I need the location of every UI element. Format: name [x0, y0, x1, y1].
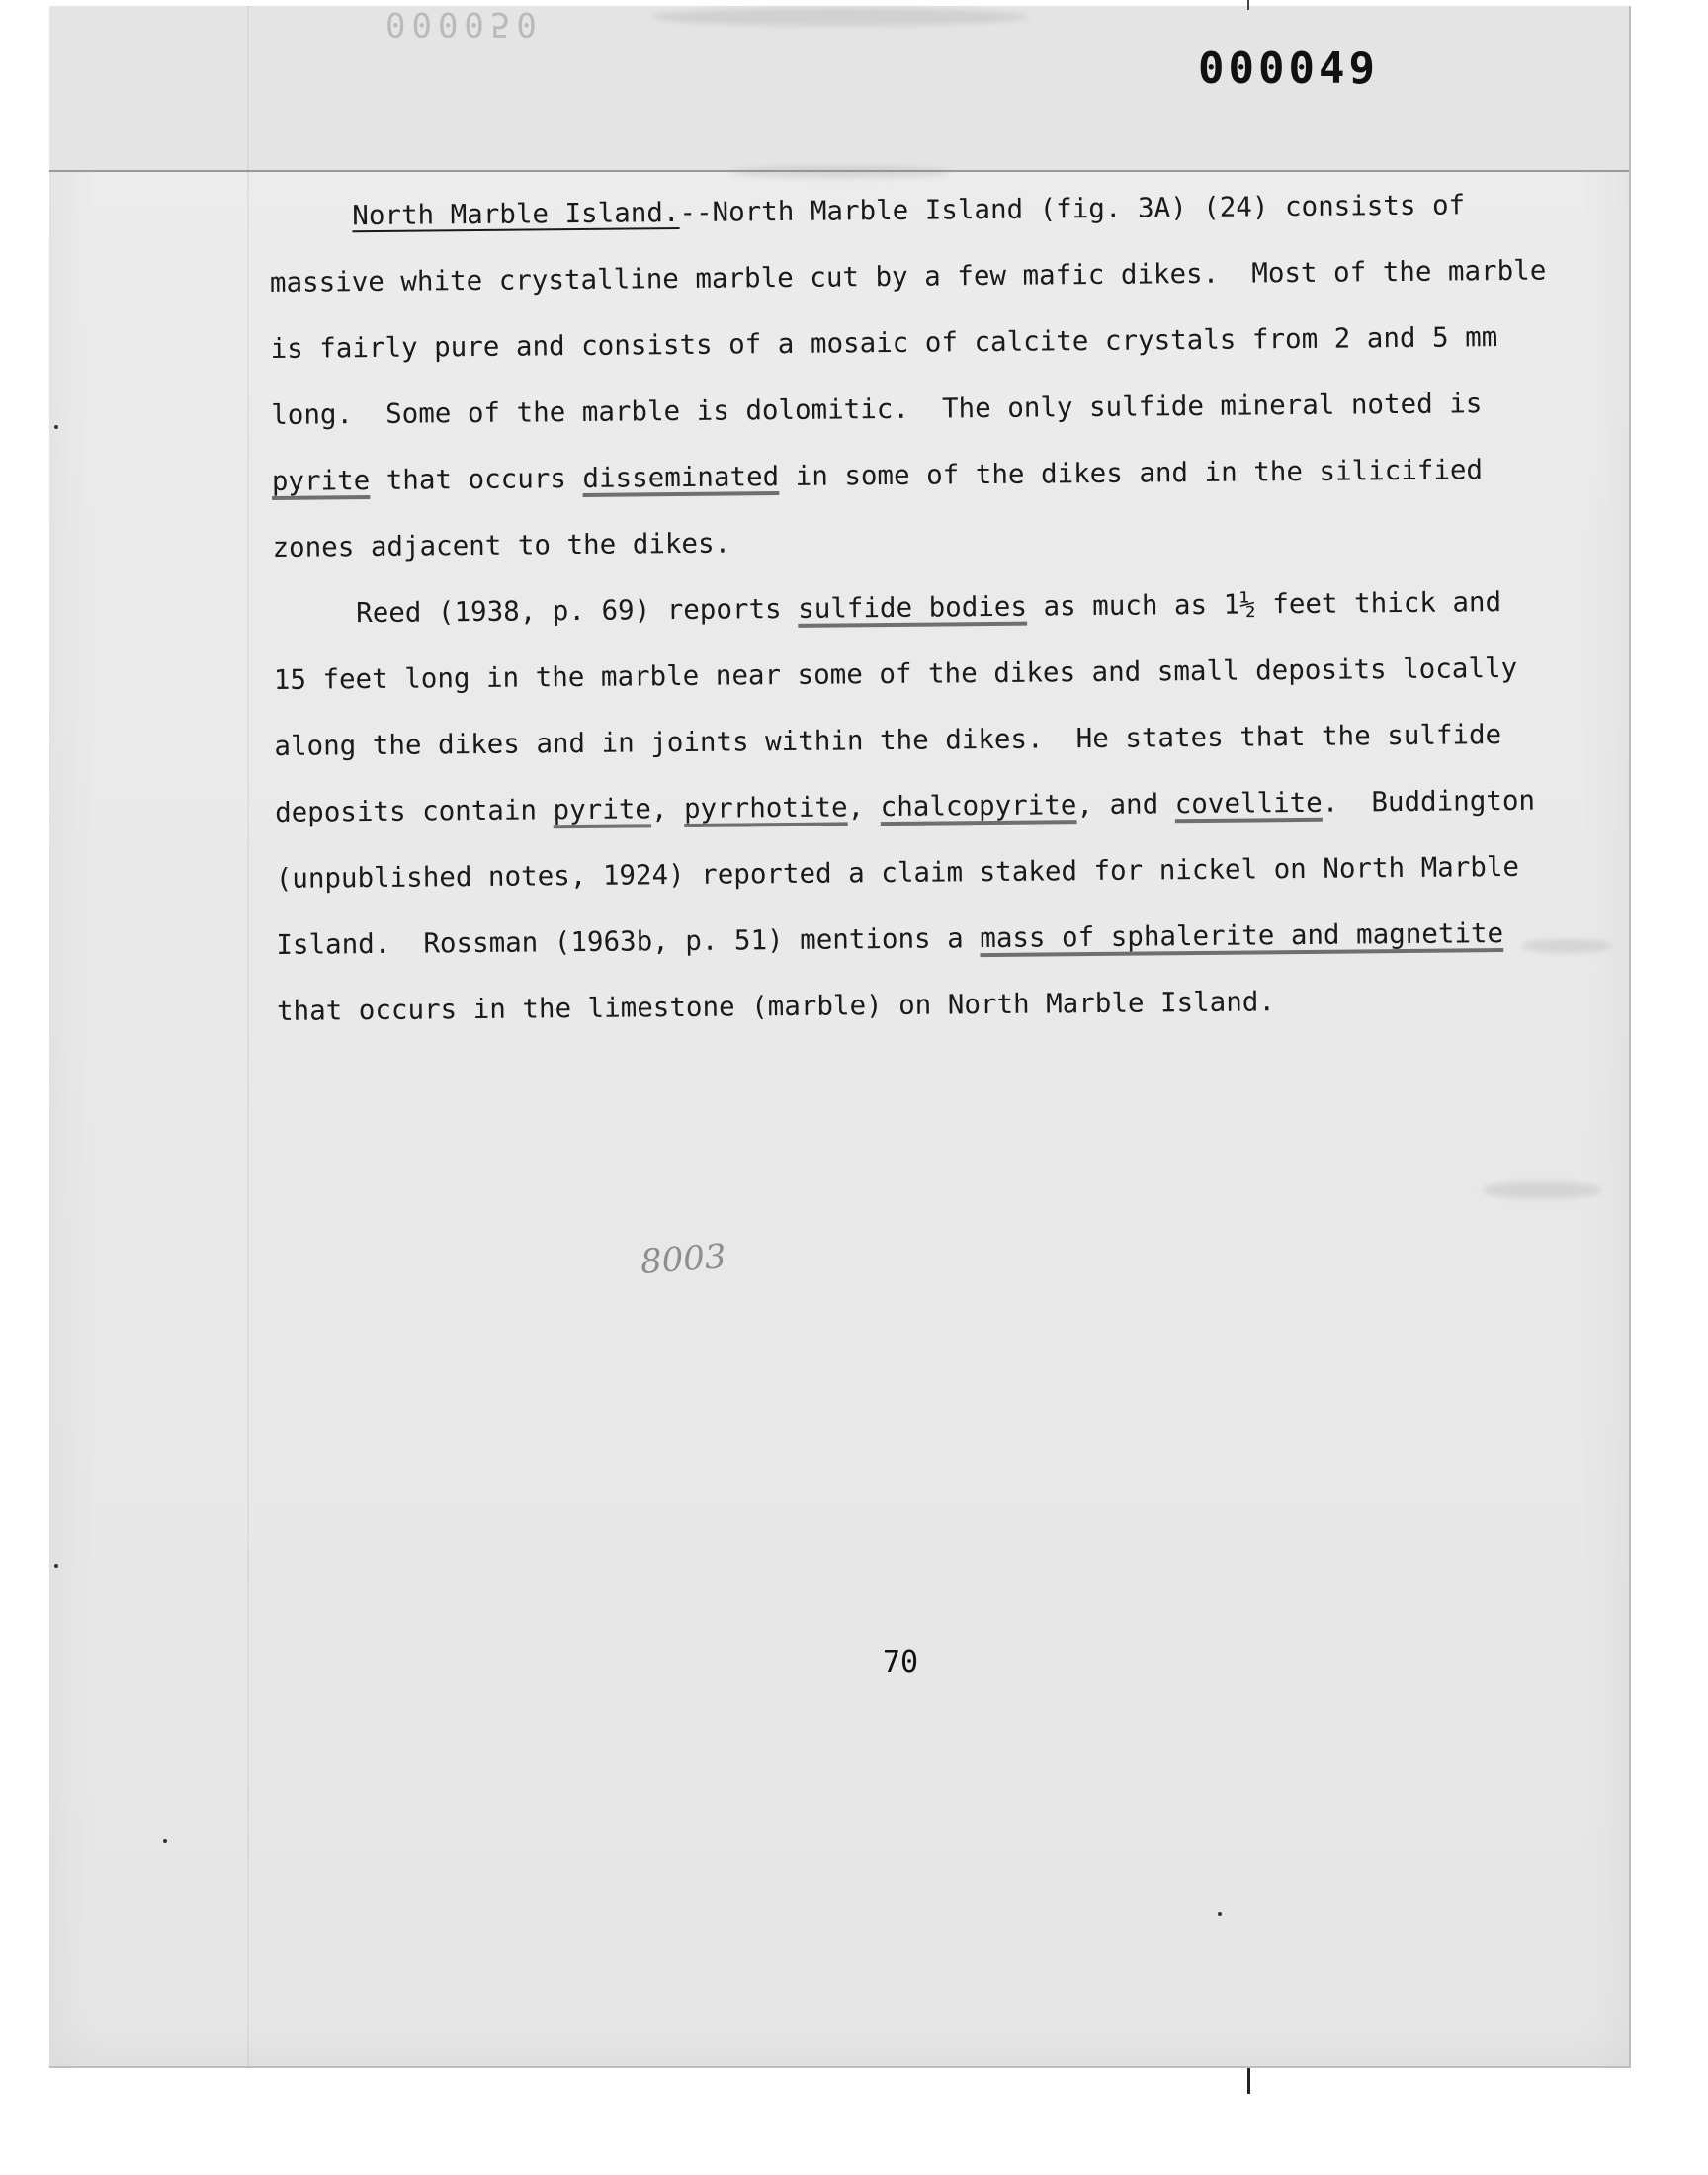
highlighted-term: covellite: [1174, 786, 1323, 821]
highlighted-term: pyrite: [271, 465, 371, 497]
paragraph-2-line-1: Reed (1938, p. 69) reports sulfide bodies as much as 1½ feet thick and: [356, 586, 1502, 630]
scan-smudge: [652, 8, 1028, 26]
body-text: [269, 171, 1591, 1045]
paragraph-2-line-3: along the dikes and in joints within the dikes. He states that the sulfide: [274, 719, 1502, 762]
bleed-through-number: 000050: [385, 4, 543, 44]
highlighted-term: disseminated: [582, 461, 780, 494]
paragraph-1-line-1: North Marble Island.--North Marble Island (fig. 3A) (24) consists of: [352, 189, 1466, 232]
crop-mark-bottom: [1247, 2068, 1250, 2094]
highlighted-term: pyrrhotite: [683, 791, 848, 825]
scan-speck: [163, 1839, 167, 1843]
crop-mark-top: [1247, 0, 1249, 10]
paragraph-1-line-6: zones adjacent to the dikes.: [272, 527, 731, 564]
scan-speck: [54, 1564, 58, 1568]
paragraph-2-line-2: 15 feet long in the marble near some of the dikes and small deposits locally: [273, 652, 1518, 696]
paragraph-1-line-4: long. Some of the marble is dolomitic. The only sulfide mineral noted is: [271, 388, 1483, 431]
highlighted-term: chalcopyrite: [880, 789, 1077, 824]
paragraph-1-line-3: is fairly pure and consists of a mosaic of calcite crystals from 2 and 5 mm: [270, 321, 1498, 365]
document-number-stamp: 000049: [1198, 44, 1379, 94]
scan-speck: [1218, 1912, 1222, 1916]
paragraph-1-line-5: pyrite that occurs disseminated in some of the dikes and in the silicified: [271, 454, 1484, 497]
highlighted-term: sulfide bodies: [798, 590, 1028, 625]
scan-speck: [54, 425, 58, 429]
highlighted-term: pyrite: [553, 793, 652, 826]
paragraph-2-line-7: that occurs in the limestone (marble) on North Marble Island.: [276, 986, 1276, 1027]
highlighted-term: mass of sphalerite and magnetite: [980, 917, 1504, 955]
page-number: 70: [883, 1645, 919, 1680]
section-heading: North Marble Island.: [352, 197, 680, 232]
page-fold-shadow: [247, 6, 249, 2066]
paragraph-1-line-2: massive white crystalline marble cut by a few mafic dikes. Most of the marble: [269, 254, 1547, 299]
scan-smudge: [731, 166, 949, 178]
scan-smudge: [1483, 1181, 1601, 1199]
paragraph-2-line-5: (unpublished notes, 1924) reported a claim staked for nickel on North Marble: [275, 850, 1520, 895]
page-header-band: [49, 6, 1629, 172]
paragraph-2-line-6: Island. Rossman (1963b, p. 51) mentions a mass of sphalerite and magnetite: [276, 917, 1504, 961]
paragraph-2-line-4: deposits contain pyrite, pyrrhotite, chalcopyrite, and covellite. Buddington: [274, 784, 1536, 828]
handwritten-note: 8003: [639, 1237, 727, 1282]
